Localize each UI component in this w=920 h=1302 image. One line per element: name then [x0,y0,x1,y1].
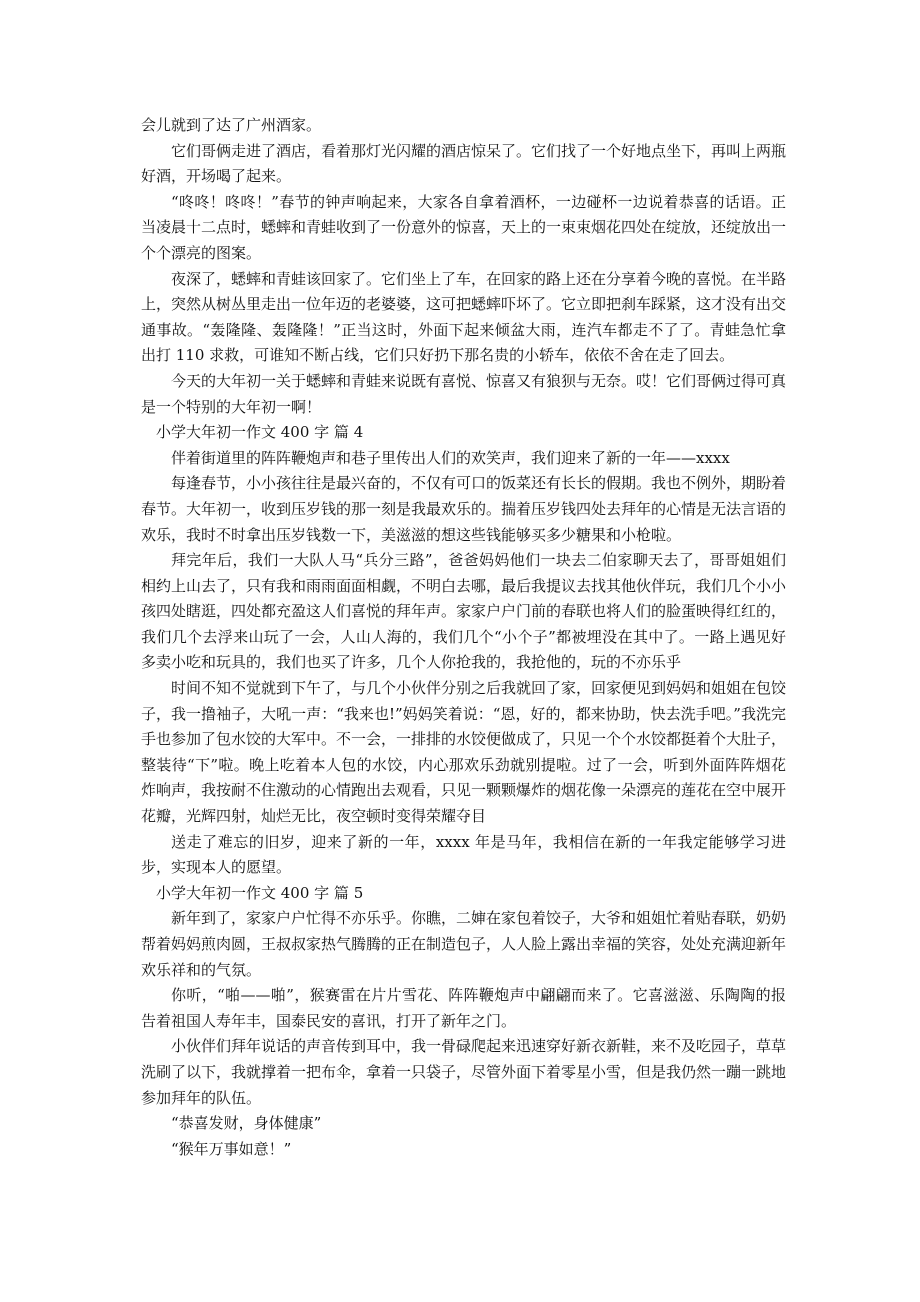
paragraph: 拜完年后，我们一大队人马“兵分三路”，爸爸妈妈他们一块去二伯家聊天去了，哥哥姐姐们相约上山去了，只有我和雨雨面面相觑，不明白去哪，最后我提议去找其他伙伴玩，我们几个小小孩四处瞎逛，四处都充盈这人们喜悦的拜年声。家家户户门前的春联也将人们的脸蛋映得红红的，我们几个去浮来山玩了一会，人山人海的，我们几个“小个子”都被埋没在其中了。一路上遇见好多卖小吃和玩具的，我们也买了许多，几个人你抢我的，我抢他的，玩的不亦乐乎 [141,551,787,672]
paragraph: 夜深了，蟋蟀和青蛙该回家了。它们坐上了车，在回家的路上还在分享着今晚的喜悦。在半路上，突然从树丛里走出一位年迈的老婆婆，这可把蟋蟀吓坏了。它立即把刹车踩紧，这才没有出交通事故。“轰隆隆、轰隆隆！”正当这时，外面下起来倾盆大雨，连汽车都走不了了。青蛙急忙拿出打 110 求救，可谁知不断占线，它们只好扔下那名贵的小轿车，依依不舍在走了回去。 [141,269,787,365]
paragraph: 它们哥俩走进了酒店，看着那灯光闪耀的酒店惊呆了。它们找了一个好地点坐下，再叫上两瓶好酒，开场喝了起来。 [141,141,787,186]
paragraph: 你听，“啪——啪”，猴赛雷在片片雪花、阵阵鞭炮声中翩翩而来了。它喜滋滋、乐陶陶的报告着祖国人寿年丰，国泰民安的喜讯，打开了新年之门。 [141,986,786,1030]
paragraph: “猴年万事如意！” [171,1139,292,1158]
paragraph: “咚咚！咚咚！”春节的钟声响起来，大家各自拿着酒杯，一边碰杯一边说着恭喜的话语。正当凌晨十二点时，蟋蟀和青蛙收到了一份意外的惊喜，天上的一束束烟花四处在绽放，还绽放出一个个漂亮的图案。 [141,192,787,262]
paragraph: 送走了难忘的旧岁，迎来了新的一年，xxxx 年是马年，我相信在新的一年我定能够学习进步，实现本人的愿望。 [141,832,786,877]
paragraph: 今天的大年初一关于蟋蟀和青蛙来说既有喜悦、惊喜又有狼狈与无奈。哎！它们哥俩过得可真是一个特别的大年初一啊！ [141,371,787,416]
paragraph: “恭喜发财，身体健康” [171,1114,322,1133]
paragraph: 会儿就到了达了广州酒家。 [141,116,322,134]
section-heading: 小学大年初一作文 400 字 篇 4 [156,423,364,442]
paragraph: 每逢春节，小小孩往往是最兴奋的，不仅有可口的饭菜还有长长的假期。我也不例外，期盼着春节。大年初一，收到压岁钱的那一刻是我最欢乐的。揣着压岁钱四处去拜年的心情是无法言语的欢乐，我时不时拿出压岁钱数一下，美滋滋的想这些钱能够买多少糖果和小枪啦。 [141,474,787,544]
section-heading: 小学大年初一作文 400 字 篇 5 [156,883,364,902]
paragraph: 新年到了，家家户户忙得不亦乐乎。你瞧，二婶在家包着饺子，大爷和姐姐忙着贴春联，奶奶帮着妈妈煎肉圆，王叔叔家热气腾腾的正在制造包子，人人脸上露出幸福的笑容，处处充满迎新年欢乐祥和的气氛。 [141,909,787,979]
paragraph: 伴着街道里的阵阵鞭炮声和巷子里传出人们的欢笑声，我们迎来了新的一年——xxxx [171,448,730,467]
document-page [141,113,786,1162]
paragraph: 时间不知不觉就到下午了，与几个小伙伴分别之后我就回了家，回家便见到妈妈和姐姐在包饺子，我一撸袖子，大吼一声：“我来也!”妈妈笑着说：“恩，好的，都来协助，快去洗手吧。”我洗完手也参加了包水饺的大军中。不一会，一排排的水饺便做成了，只见一个个水饺都挺着个大肚子，整装待“下”啦。晚上吃着本人包的水饺，内心那欢乐劲就别提啦。过了一会，听到外面阵阵烟花炸响声，我按耐不住激动的心情跑出去观看，只见一颗颗爆炸的烟花像一朵漂亮的莲花在空中展开花瓣，光辉四射，灿烂无比，夜空顿时变得荣耀夺目 [141,679,787,826]
paragraph: 小伙伴们拜年说话的声音传到耳中，我一骨碌爬起来迅速穿好新衣新鞋，来不及吃园子，草草洗刷了以下，我就撑着一把布伞，拿着一只袋子，尽管外面下着零星小雪，但是我仍然一蹦一跳地参加拜年的队伍。 [141,1037,787,1107]
